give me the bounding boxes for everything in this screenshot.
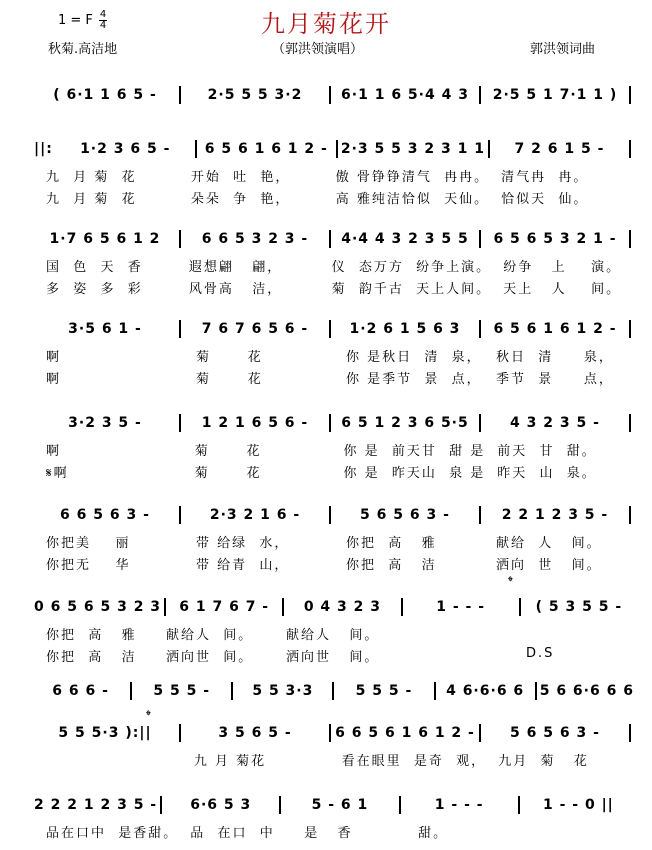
lyric-segment: 你 是秋日 清 泉， [346,350,482,365]
barline-end [629,86,631,104]
measure: 0 4 3 2 3 [303,599,382,615]
lyric-segment: 甜。 [418,826,449,841]
measure: 6 6 6 - [52,683,109,699]
lyric-segment: 天上 人 间。 [503,282,622,297]
lyric-segment: 仪 态万方 纷争上演。 [331,260,492,275]
barline [282,598,284,616]
lyric-line-verse-1 [34,440,634,459]
lyric-line-verse-1 [34,166,634,185]
lyricist-credit: 秋菊.高洁地 [48,42,118,57]
lyric-segment [394,624,514,643]
lyric-segment: 你把 高 洁 [46,650,137,665]
lyric-segment: 是 香 [304,826,353,841]
lyric-segment: 献给人 间。 [166,628,254,643]
lyric-segment: 多 姿 多 彩 [46,282,143,297]
lyric-line-verse-2 [34,554,634,573]
lyric-segment [34,750,182,769]
lyric-segment [394,646,514,665]
measure: 6 1 7 6 7 - [179,599,270,615]
lyric-segment: 季节 景 点， [496,372,614,387]
lyric-segment: 你 是 前天甘 甜 是 [343,444,486,459]
measure: 5 5 3·3 [252,683,314,699]
barline [479,724,481,742]
lyric-segment: 九 月 菊花 [193,754,267,769]
notation-row [34,414,634,432]
measure: 2·3 2 1 6 - [209,507,301,523]
lyric-line-verse-1 [34,624,634,643]
barline [329,506,331,524]
measure: 3·2 3 5 - [68,415,142,431]
measure: 5 6 6·6 6 6 [539,683,634,699]
barline [179,320,181,338]
lyric-line-verse-2 [34,646,634,665]
lyric-segment: 啊 [46,444,62,459]
barline [179,230,181,248]
barline [179,414,181,432]
notation-row [34,682,634,700]
lyric-segment: 菊 花 [196,372,263,387]
lyric-segment: 品在口中 是香甜。 [46,826,179,841]
lyric-segment: 带 给绿 水， [196,536,290,551]
lyric-line-verse-2 [34,278,634,297]
measure: 1 2 1 6 5 6 - [201,415,309,431]
barline [195,140,197,158]
barline [488,140,490,158]
notation-row [34,140,634,158]
lyric-segment: 你把美 丽 [46,536,131,551]
lyric-segment: 朵朵 争 艳， [190,192,291,207]
lyric-segment: 菊 花 [194,444,262,459]
lyric-segment: 高 雅纯洁恰似 天仙。 [335,192,490,207]
measure: 2·5 5 1 7·1 1 ) [492,87,618,103]
barline [535,682,537,700]
lyric-segment: 你 是 昨天山 泉 是 [343,466,486,481]
lyric-segment: 你把 高 洁 [346,558,437,573]
time-signature [99,10,107,31]
lyric-segment: 你 是季节 景 点， [346,372,482,387]
barline [179,86,181,104]
barline [479,230,481,248]
measure: 2 2 2 1 2 3 5 - [34,797,158,813]
measure: 5 6 5 6 3 - [510,725,600,741]
lyric-line-verse-1 [34,750,634,769]
barline-end [629,506,631,524]
lyric-line-verse-2 [34,188,634,207]
lyric-segment: 啊 [46,372,62,387]
time-sig-numerator: 4 [99,9,107,20]
barline [401,598,403,616]
lyric-segment: 恰似天 仙。 [501,192,589,207]
lyric-segment: 九 月 菊 花 [46,192,137,207]
barline [329,86,331,104]
key-signature: 1 = F [58,13,93,28]
measure: 5 6 5 6 3 - [360,507,450,523]
measure: 4 3 2 3 5 - [510,415,600,431]
lyric-segment: D.S [526,646,555,661]
lyric-segment: 品 在口 中 [190,826,275,841]
lyric-segment: 洒向世 间。 [286,650,380,665]
measure: 1 - - - [434,797,484,813]
lyric-segment: 开始 吐 艳， [190,170,291,185]
barline [479,506,481,524]
lyric-segment: 洒向世 间。 [166,650,254,665]
lyric-segment: 风骨高 洁， [188,282,283,297]
lyric-line-verse-1 [34,256,634,275]
measure: 6 5 6 5 3 2 1 - [493,231,617,247]
barline [518,796,520,814]
lyric-segment: 献给 人 间。 [496,536,602,551]
measure: 1·7 6 5 6 1 2 [49,231,161,247]
lyric-segment [514,624,634,643]
notation-row [34,796,634,814]
barline [231,682,233,700]
lyric-segment: 洒向 世 间。 [496,558,602,573]
lyric-line-verse-1 [34,532,634,551]
barline [336,140,338,158]
barline [130,682,132,700]
composer-credit: 郭洪领词曲 [530,42,596,57]
notation-row [34,724,634,742]
lyric-segment: 秋日 清 泉， [496,350,614,365]
lyric-line-verse-2 [34,462,634,481]
notation-row [34,86,634,104]
lyric-segment: 九 月 菊 花 [46,170,137,185]
lyric-line-verse-1 [34,346,634,365]
barline [164,598,166,616]
barline [479,320,481,338]
lyric-line-verse-1 [34,822,634,841]
lyric-segment: 昨天 山 泉。 [497,466,597,481]
barline [329,724,331,742]
measure: 5 5 5 - [153,683,211,699]
measure: 6 5 6 1 6 1 2 - [493,321,617,337]
measure: 1 - - - [436,599,486,615]
measure: 4 6·6·6 6 [446,683,525,699]
measure: 7 2 6 1 5 - [514,141,605,157]
lyric-segment: 傲 骨铮铮清气 冉冉。 [335,170,490,185]
measure: 2·5 5 5 3·2 [207,87,303,103]
measure: 1·2 3 6 5 - [80,141,171,157]
barline [434,682,436,700]
measure: 3·5 6 1 - [68,321,142,337]
lyric-line-verse-2 [34,368,634,387]
measure: 5 - 6 1 [311,797,369,813]
lyric-segment: 清气冉 冉。 [501,170,589,185]
measure: 2 2 1 2 3 5 - [501,507,609,523]
lyric-segment: 献给人 间。 [286,628,380,643]
barline-end [629,140,631,158]
lyric-segment: 菊 花 [194,466,262,481]
lyric-segment: 你把无 华 [46,558,131,573]
notation-row [34,506,634,524]
measure: 5 5 5 - [355,683,413,699]
measure: 6 5 1 2 3 6 5·5 [341,415,469,431]
measure: 1·2 6 1 5 6 3 [349,321,461,337]
lyric-segment: 九月 菊 花 [498,754,589,769]
measure: 6 5 6 1 6 1 2 - [204,141,328,157]
performer-credit: （郭洪领演唱） [272,42,364,57]
measure: 0 6 5 6 5 3 2 3 [34,599,162,615]
lyric-segment: 啊 [46,350,62,365]
measure: 6 6 5 3 2 3 - [201,231,309,247]
lyric-segment: 菊 韵千古 天上人间。 [331,282,492,297]
notation-row [34,320,634,338]
barline [329,230,331,248]
barline [519,598,521,616]
barline [332,682,334,700]
measure: 6·1 1 6 5·4 4 3 [341,87,469,103]
lyric-segment: 你把 高 雅 [346,536,437,551]
notation-row [34,230,634,248]
lyric-segment: 纷争 上 演。 [503,260,622,275]
lyric-segment: 𝄋啊 [46,466,69,481]
lyric-segment: 你把 高 雅 [46,628,137,643]
song-title: 九月菊花开 [261,10,391,38]
measure: ( 6·1 1 6 5 - [53,87,157,103]
measure: 6·6 5 3 [190,797,252,813]
measure: ( 5 3 5 5 - [535,599,623,615]
notation-row [34,598,634,616]
barline-end [629,724,631,742]
barline-end [629,320,631,338]
measure: 6 6 5 6 1 6 1 2 - [335,725,475,741]
measure: 4·4 4 3 2 3 5 5 [341,231,469,247]
barline [279,796,281,814]
barline-end [629,230,631,248]
lyric-segment: 菊 花 [196,350,263,365]
barline [479,414,481,432]
measure: 1 - - 0 || [542,797,614,813]
lyric-segment: 国 色 天 香 [46,260,143,275]
lyric-segment: 看在眼里 是奇 观， [341,754,487,769]
measure: 5 5 5·3 ):|| [58,725,152,741]
measure: 7 6 7 6 5 6 - [201,321,309,337]
lyric-segment: 前天 甘 甜。 [497,444,597,459]
repeat-start-sign: ||: [34,141,59,157]
lyric-segment: 带 给青 山， [196,558,290,573]
measure: 3 5 6 5 - [218,725,292,741]
barline [479,86,481,104]
barline [399,796,401,814]
lyric-segment: 遐想翩 翩， [188,260,283,275]
time-sig-denominator: 4 [99,20,107,31]
lyric-segment [520,822,634,841]
barline [329,320,331,338]
measure: 2·3 5 5 3 2 3 1 1 [340,141,485,157]
barline-end [629,414,631,432]
coda-sign-2: 𝄌 [146,708,151,724]
barline [179,506,181,524]
measure: 6 6 5 6 3 - [60,507,150,523]
coda-sign-1: 𝄌 [508,574,513,590]
barline [329,414,331,432]
barline [179,724,181,742]
barline [160,796,162,814]
